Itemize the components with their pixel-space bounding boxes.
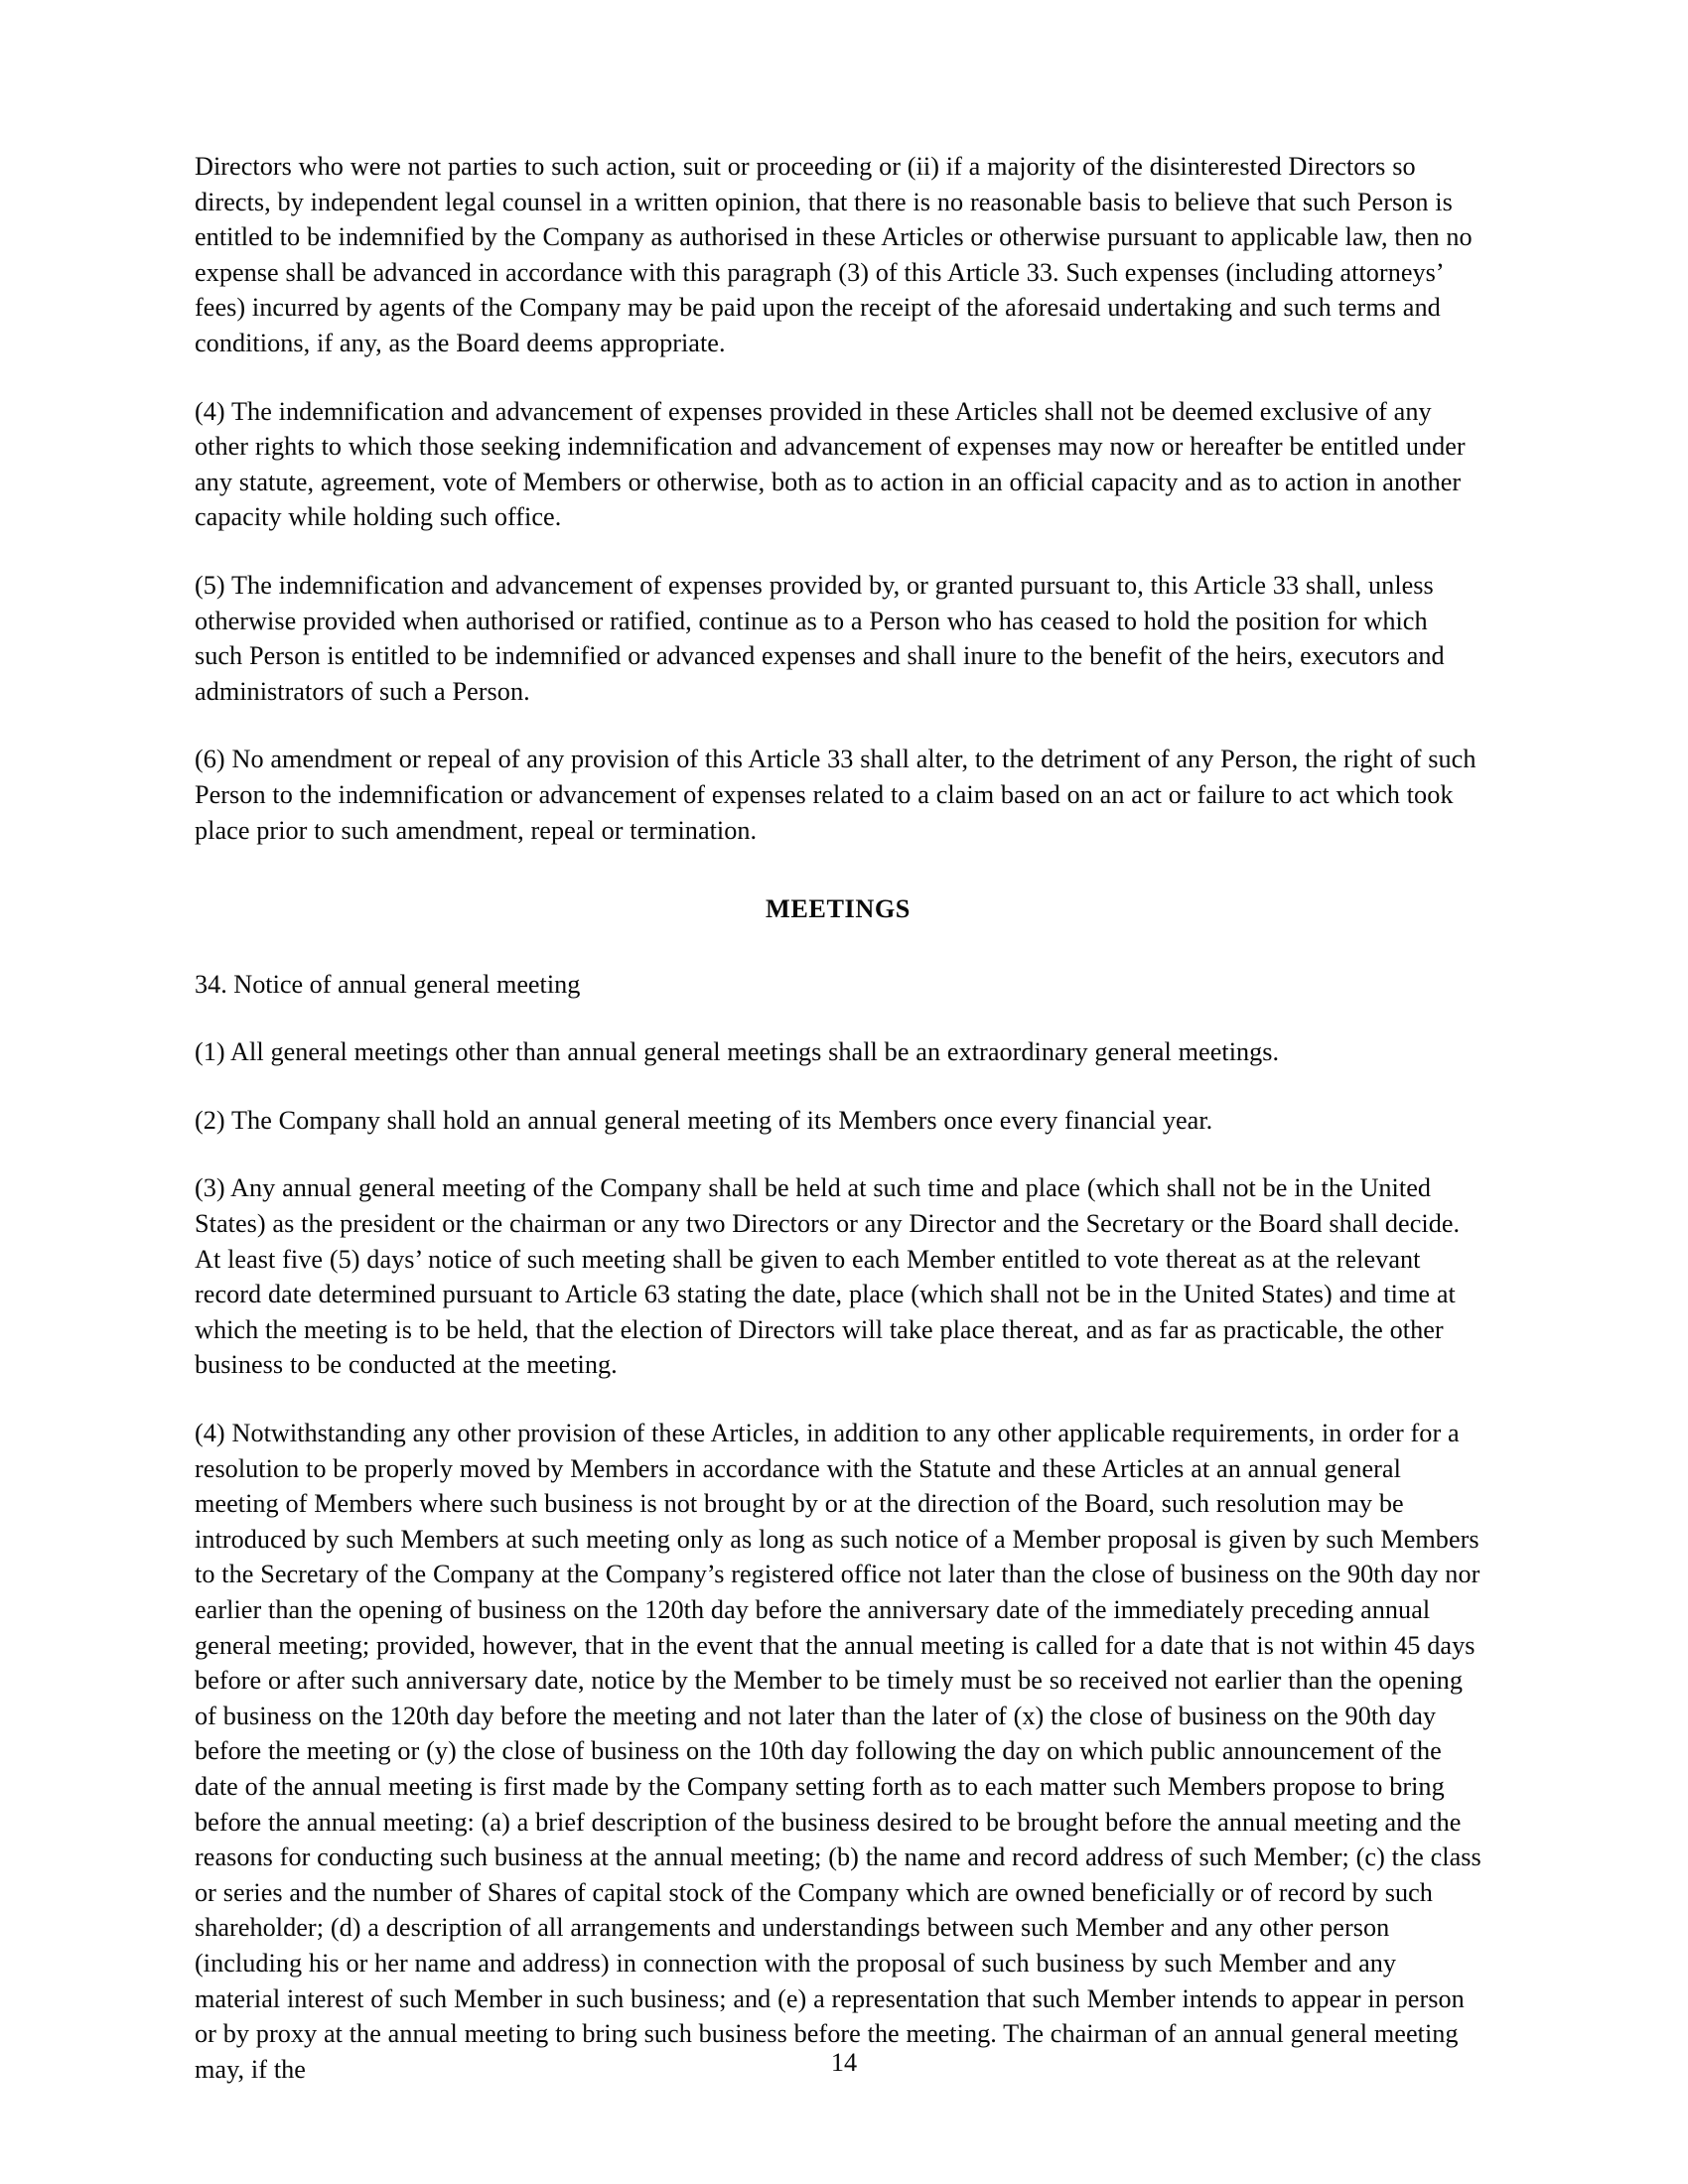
paragraph-article-33-continued: Directors who were not parties to such action, suit or proceeding or (ii) if a majority of the disinterested Directors so directs, by independent legal counsel in a written opinion, that there is no reasonable basis to believe that such Person is entitled to be indemnified by the Company as authorised in these Articles or otherwise pursuant to applicable law, then no expense shall be advanced in accordance with this paragraph (3) of this Article 33. Such expenses (including attorneys’ fees) incurred by agents of the Company may be paid upon the receipt of the aforesaid undertaking and such terms and conditions, if any, as the Board deems appropriate. bbox=[195, 152, 1473, 357]
page-number: 14 bbox=[830, 2048, 858, 2077]
paragraph-article-33-5: (5) The indemnification and advancement of expenses provided by, or granted pursuant to, this Article 33 shall, unless otherwise provided when authorised or ratified, continue as to a Person who has ceased to hold the position for which such Person is entitled to be indemnified or advanced expenses and shall inure to the benefit of the heirs, executors and administrators of such a Person. bbox=[195, 570, 1445, 706]
paragraph-article-34-3: (3) Any annual general meeting of the Company shall be held at such time and place (which shall not be in the United States) as the president or the chairman or any two Directors or any Director and the Secretary or the Board shall decide. At least five (5) days’ notice of such meeting shall be given to each Member entitled to vote thereat as at the relevant record date determined pursuant to Article 63 stating the date, place (which shall not be in the United States) and time at which the meeting is to be held, that the election of Directors will take place thereat, and as far as practicable, the other business to be conducted at the meeting. bbox=[195, 1173, 1461, 1380]
document-text-column bbox=[195, 149, 1481, 2119]
section-heading-meetings: MEETINGS bbox=[766, 894, 911, 924]
paragraph-article-34-1: (1) All general meetings other than annual general meetings shall be an extraordinary general meetings. bbox=[195, 1037, 1280, 1067]
paragraph-article-34-4: (4) Notwithstanding any other provision of these Articles, in addition to any other applicable requirements, in order for a resolution to be properly moved by Members in accordance with the Statute and these Articles at an annual general meeting of Members where such business is not brought by or at the direction of the Board, such resolution may be introduced by such Members at such meeting only as long as such notice of a Member proposal is given by such Members to the Secretary of the Company at the Company’s registered office not later than the close of business on the 90th day nor earlier than the opening of business on the 120th day before the anniversary date of the immediately preceding annual general meeting; provided, however, that in the event that the annual meeting is called for a date that is not within 45 days before or after such anniversary date, notice by the Member to be timely must be so received not earlier than the opening of business on the 120th day before the meeting and not later than the later of (x) the close of business on the 90th day before the meeting or (y) the close of business on the 10th day following the day on which public announcement of the date of the annual meeting is first made by the Company setting forth as to each matter such Members propose to bring before the annual meeting: (a) a brief description of the business desired to be brought before the annual meeting and the reasons for conducting such business at the annual meeting; (b) the name and record address of such Member; (c) the class or series and the number of Shares of capital stock of the Company which are owned beneficially or of record by such shareholder; (d) a description of all arrangements and understandings between such Member and any other person (including his or her name and address) in connection with the proposal of such business by such Member and any material interest of such Member in such business; and (e) a representation that such Member intends to appear in person or by proxy at the annual meeting to bring such business before the meeting. The chairman of an annual general meeting may, if the bbox=[195, 1419, 1481, 2084]
paragraph-article-34-2: (2) The Company shall hold an annual general meeting of its Members once every financial year. bbox=[195, 1105, 1213, 1135]
paragraph-article-33-6: (6) No amendment or repeal of any provision of this Article 33 shall alter, to the detriment of any Person, the right of such Person to the indemnification or advancement of expenses related to a claim based on an act or failure to act which took place prior to such amendment, repeal or termination. bbox=[195, 745, 1477, 845]
paragraph-article-33-4: (4) The indemnification and advancement of expenses provided in these Articles shall not be deemed exclusive of any other rights to which those seeking indemnification and advancement of expenses may now or hereafter be entitled under any statute, agreement, vote of Members or otherwise, both as to action in an official capacity and as to action in another capacity while holding such office. bbox=[195, 396, 1466, 532]
article-34-title: 34. Notice of annual general meeting bbox=[195, 969, 581, 999]
